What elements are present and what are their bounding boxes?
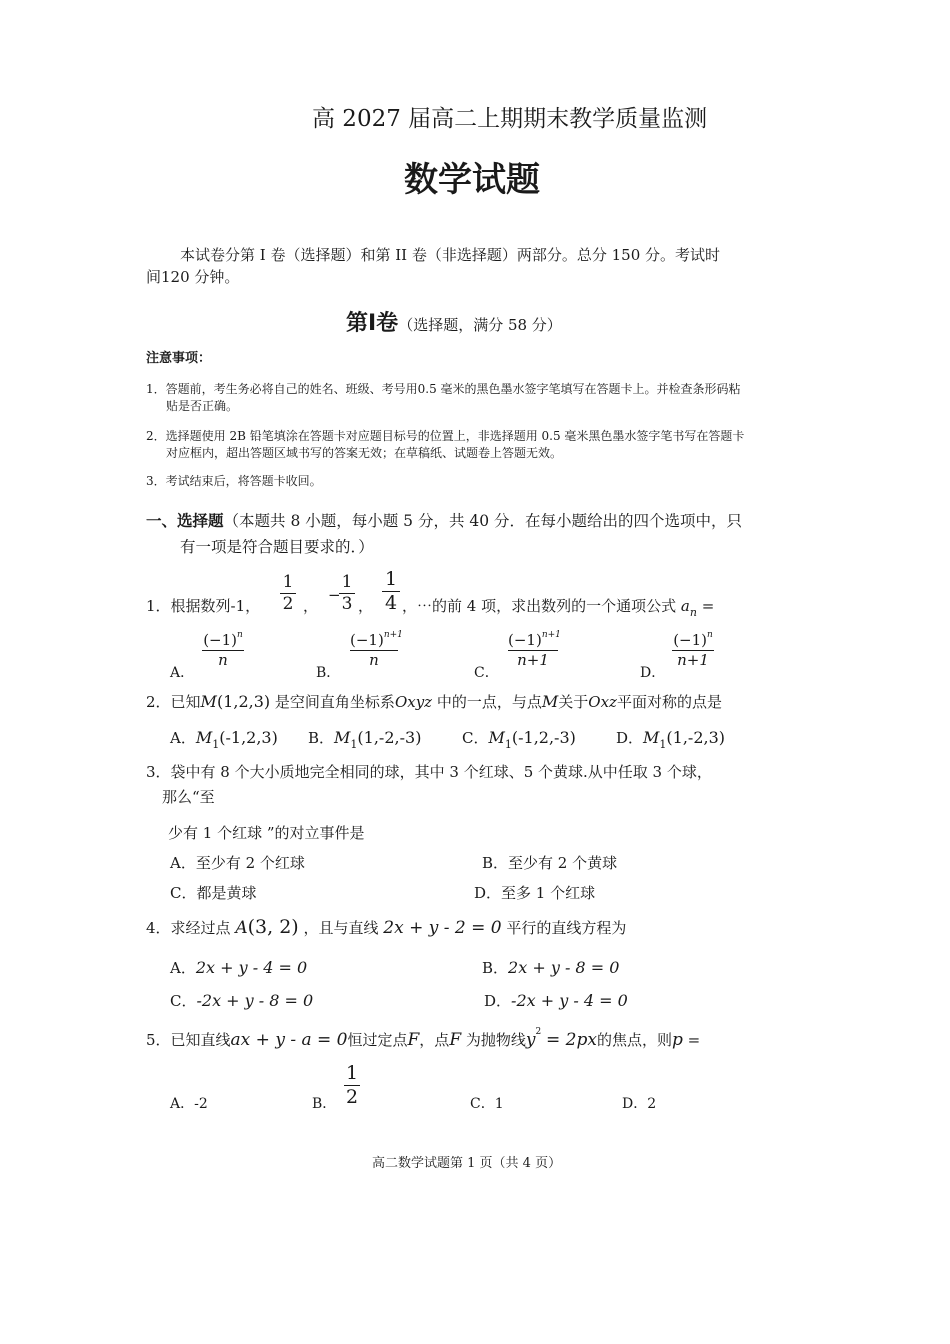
q1-option-b-fraction [350, 630, 403, 669]
intro-line-2: 间120 分钟。 [146, 268, 240, 286]
exam-title: 高 2027 届高二上期期末教学质量监测 [312, 106, 708, 132]
q1-f1-den: 2 [282, 594, 294, 614]
q1-fraction-3 [382, 570, 400, 613]
q4-option-b [482, 957, 619, 978]
q4-var-a: A [235, 918, 248, 938]
q1-an-var: a [680, 597, 690, 615]
q4-c-eq: -2x + y - 8 = 0 [196, 991, 314, 1010]
q5-exp: 2 [535, 1027, 542, 1037]
q2-var-m: M [200, 692, 217, 711]
q1-d-num-base: (−1) [673, 631, 708, 649]
part1-subtitle: （选择题，满分 58 分） [398, 316, 562, 334]
q4-d-eq: -2x + y - 4 = 0 [511, 991, 628, 1010]
section1-heading: 一、选择题 [146, 512, 224, 530]
q4-stem [146, 916, 626, 938]
q1-option-a-label: A． [170, 665, 195, 681]
q1-b-num-exp: n+1 [383, 630, 403, 640]
q2-a-val: (-1,2,3) [219, 728, 278, 747]
intro-line-1: 本试卷分第 I 卷（选择题）和第 II 卷（非选择题）两部分。总分 150 分。考试时 [180, 246, 721, 264]
q5-option-a [170, 1093, 208, 1113]
q2-option-d [616, 727, 726, 751]
q4-option-c [170, 990, 313, 1011]
q5-var-p: p [671, 1030, 683, 1050]
q2-oxyz: Oxyz [394, 693, 433, 711]
q1-option-b-label: B． [316, 665, 341, 681]
q1-f2-den: 3 [341, 594, 353, 614]
q1-a-den: n [218, 651, 228, 669]
q2-option-c [462, 727, 576, 751]
q1-suffix-line [402, 595, 715, 619]
q3-option-a: A．至少有 2 个红球 [170, 854, 305, 872]
q5-text-e: 的焦点，则 [596, 1031, 672, 1049]
q4-b-eq: 2x + y - 8 = 0 [508, 958, 620, 977]
notes-heading: 注意事项： [146, 351, 212, 366]
q5-b-num: 1 [345, 1062, 359, 1084]
q5-var-f: F [407, 1030, 420, 1050]
q2-b-val: (1,-2,-3) [357, 728, 422, 747]
q1-option-a-fraction [202, 630, 244, 669]
q4-option-d [484, 990, 628, 1011]
q4-a-eq: 2x + y - 4 = 0 [195, 958, 308, 977]
q1-option-d-label: D． [640, 665, 666, 681]
q5-text-a: 5．已知直线 [146, 1031, 231, 1049]
q2-a-var: M [195, 728, 213, 747]
q5-text-c: ，点 [419, 1031, 450, 1049]
section1-line-2: 有一项是符合题目要求的．） [180, 538, 374, 556]
q4-a-label: A． [170, 959, 196, 977]
q1-f3-den: 4 [384, 592, 398, 614]
q2-a-label: A． [170, 729, 196, 747]
q5-rhs: = 2px [546, 1030, 597, 1050]
q4-c-label: C． [170, 992, 197, 1010]
q5-stem [146, 1029, 700, 1050]
q1-f1-num: 1 [282, 572, 294, 592]
q5-c-val: 1 [494, 1096, 504, 1112]
q1-sep-1: ， [303, 597, 319, 615]
q5-var-f-2: F [449, 1030, 462, 1050]
q2-text-b: 是空间直角坐标系 [274, 693, 395, 711]
q3-line-2: 那么“至 [162, 788, 215, 806]
q2-option-a [170, 727, 278, 751]
q5-c-label: C． [470, 1096, 495, 1112]
q1-a-num-base: (−1) [203, 631, 238, 649]
q1-c-num-base: (−1) [508, 631, 542, 649]
q4-text-a: 4．求经过点 [146, 919, 231, 937]
q1-a-num-exp: n [237, 630, 243, 640]
q5-option-b-fraction [344, 1064, 360, 1107]
q4-point: (3, 2) [247, 916, 299, 938]
q5-d-val: 2 [647, 1096, 657, 1112]
q2-oxz: Oxz [588, 693, 617, 711]
q2-c-val: (-1,2,-3) [511, 728, 576, 747]
q1-d-num-exp: n [707, 630, 713, 640]
q2-stem [146, 691, 722, 712]
q1-f3-num: 1 [384, 568, 398, 590]
q5-option-c [470, 1093, 504, 1113]
q2-b-label: B． [308, 729, 335, 747]
q1-option-c-label: C． [474, 665, 499, 681]
note-2-line-2: 对应框内，超出答题区域书写的答案无效；在草稿纸、试题卷上答题无效。 [166, 446, 563, 460]
q3-option-c: C．都是黄球 [170, 884, 257, 902]
q2-option-b [308, 727, 422, 751]
q2-d-var: M [643, 728, 660, 747]
q5-b-den: 2 [345, 1086, 359, 1108]
q3-line-1: 3．袋中有 8 个大小质地完全相同的球，其中 3 个红球、5 个黄球.从中任取 3 个球， [146, 763, 712, 781]
q2-b-sub: 1 [350, 738, 358, 751]
note-2-line-1: 2．选择题使用 2B 铅笔填涂在答题卡对应题目标号的位置上，非选择题用 0.5 毫米黑色墨水签字笔书写在答题卡 [146, 429, 745, 443]
q4-line-eq: 2x + y - 2 = 0 [383, 918, 502, 938]
q1-option-d-fraction [672, 630, 714, 669]
q2-c-sub: 1 [504, 738, 512, 751]
q5-eq: = [687, 1031, 701, 1049]
note-1-line-1: 1．答题前，考生务必将自己的姓名、班级、考号用0.5 毫米的黑色墨水签字笔填写在答题卡上。并检查条形码粘 [146, 382, 741, 396]
q2-d-sub: 1 [659, 738, 667, 751]
subject-title: 数学试题 [404, 160, 540, 200]
q2-coords: (1,2,3) [216, 692, 271, 711]
q5-d-label: D． [622, 1096, 648, 1112]
q1-suffix: ，⋯的前 4 项，求出数列的一个通项公式 [402, 597, 677, 615]
q1-fraction-2 [339, 574, 355, 613]
q2-text-a: 2．已知 [146, 693, 201, 711]
q2-text-d: 关于 [558, 693, 589, 711]
q2-d-label: D． [616, 729, 644, 747]
q2-text-e: 平面对称的点是 [616, 693, 722, 711]
q2-var-m-2: M [541, 692, 559, 711]
q4-option-a [170, 957, 307, 978]
q5-text-b: 恒过定点 [347, 1031, 408, 1049]
q1-b-den: n [369, 651, 379, 669]
q5-text-d: 为抛物线 [465, 1031, 526, 1049]
q1-prefix: 1．根据数列-1， [146, 597, 261, 615]
q4-text-c: 平行的直线方程为 [506, 919, 627, 937]
q4-d-label: D． [484, 992, 512, 1010]
q4-b-label: B． [482, 959, 509, 977]
q2-b-var: M [334, 728, 351, 747]
note-1-line-2: 贴是否正确。 [166, 399, 239, 413]
part1-heading [346, 306, 562, 337]
q1-b-num-base: (−1) [350, 631, 384, 649]
q1-d-den: n+1 [677, 651, 709, 669]
section1-line-1 [146, 509, 742, 531]
part1-title: 第Ⅰ卷 [346, 311, 399, 336]
q3-option-d: D．至多 1 个红球 [474, 884, 596, 902]
q5-option-b-label: B． [312, 1096, 337, 1112]
q2-text-c: 中的一点，与点 [436, 693, 542, 711]
q3-option-b: B．至少有 2 个黄球 [482, 854, 618, 872]
q5-a-label: A． [170, 1096, 195, 1112]
page-footer: 高二数学试题第 1 页（共 4 页） [372, 1156, 562, 1171]
q5-line-eq: ax + y - a = 0 [230, 1030, 348, 1050]
q3-line-3: 少有 1 个红球 ”的对立事件是 [168, 824, 365, 842]
q1-minus: − [328, 586, 341, 604]
q1-c-num-exp: n+1 [541, 630, 561, 640]
q1-option-c-fraction [508, 630, 561, 669]
q1-equals: = [701, 597, 715, 615]
section1-desc: （本题共 8 小题，每小题 5 分，共 40 分．在每小题给出的四个选项中，只 [223, 512, 743, 530]
q2-d-val: (1,-2,3) [666, 728, 726, 747]
q2-a-sub: 1 [212, 738, 220, 751]
q2-c-var: M [488, 728, 505, 747]
q2-c-label: C． [462, 729, 489, 747]
q5-option-d [622, 1093, 656, 1113]
q1-sep-2: ， [358, 597, 374, 615]
q4-text-b: ，且与直线 [303, 919, 379, 937]
q5-var-y: y [525, 1030, 536, 1050]
note-3-line-1: 3．考试结束后，将答题卡收回。 [146, 474, 322, 488]
q1-c-den: n+1 [517, 651, 549, 669]
q5-a-val: -2 [194, 1096, 208, 1112]
q1-fraction-1 [280, 574, 296, 613]
q1-an-sub: n [689, 606, 697, 619]
q1-f2-num: 1 [341, 572, 353, 592]
